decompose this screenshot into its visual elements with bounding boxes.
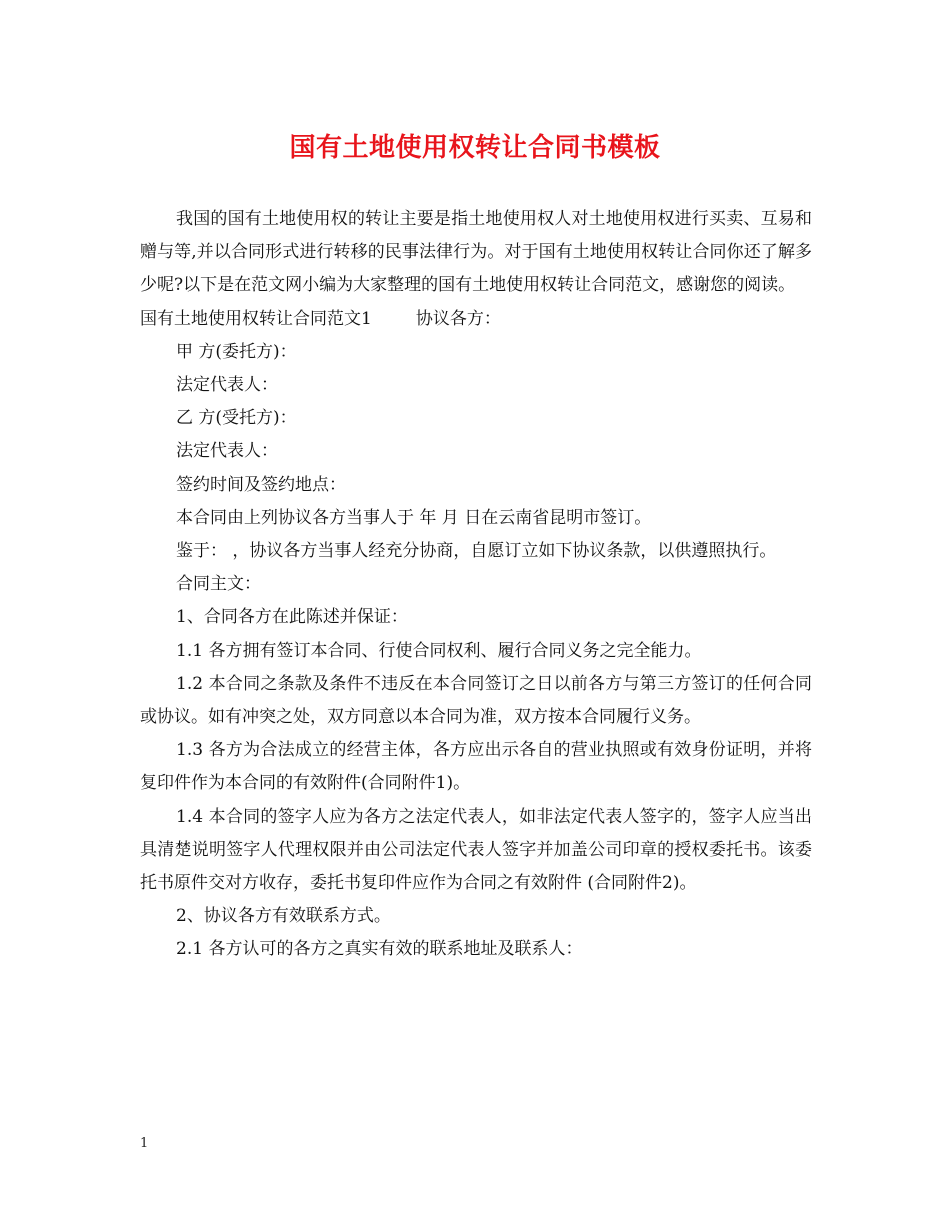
party-b-representative-line: 法定代表人：	[176, 441, 278, 462]
page-number: 1	[140, 1136, 149, 1151]
clause-2-1-paragraph: 2.1 各方认可的各方之真实有效的联系地址及联系人：	[176, 939, 583, 960]
party-b-line: 乙 方(受托方)：	[176, 408, 297, 429]
party-a-line: 甲 方(委托方)：	[176, 341, 297, 362]
contract-body-heading: 合同主文：	[176, 574, 261, 595]
section-heading-line	[140, 303, 812, 336]
parties-label: 协议各方：	[415, 308, 501, 329]
clause-1-4-paragraph: 1.4 本合同的签字人应为各方之法定代表人，如非法定代表人签字的，签字人应当出具清楚说明签字人代理权限并由公司法定代表人签字并加盖公司印章的授权委托书。该委托书原件交对方收存，委托书复印件应作为合同之有效附件 (合同附件2)。	[140, 806, 812, 894]
section-heading: 国有土地使用权转让合同范文1	[140, 308, 372, 329]
document-body	[140, 203, 812, 967]
clause-1-1-paragraph: 1.1 各方拥有签订本合同、行使合同权利、履行合同义务之完全能力。	[176, 640, 702, 661]
clause-2-heading: 2、协议各方有效联系方式。	[176, 906, 391, 927]
party-a-representative-line: 法定代表人：	[176, 375, 278, 396]
signing-statement-paragraph: 本合同由上列协议各方当事人于 年 月 日在云南省昆明市签订。	[176, 507, 652, 528]
clause-1-2-paragraph: 1.2 本合同之条款及条件不违反在本合同签订之日以前各方与第三方签订的任何合同或协议。如有冲突之处，双方同意以本合同为准，双方按本合同履行义务。	[140, 673, 812, 728]
clause-1-heading: 1、合同各方在此陈述并保证：	[176, 607, 408, 628]
intro-paragraph: 我国的国有土地使用权的转让主要是指土地使用权人对土地使用权进行买卖、互易和赠与等,并以合同形式进行转移的民事法律行为。对于国有土地使用权转让合同你还了解多少呢?以下是在范文网小编为大家整理的国有土地使用权转让合同范文，感谢您的阅读。	[140, 209, 812, 296]
signing-time-place-line: 签约时间及签约地点：	[176, 474, 346, 495]
document-title: 国有土地使用权转让合同书模板	[289, 133, 661, 163]
whereas-paragraph: 鉴于： ，协议各方当事人经充分协商，自愿订立如下协议条款，以供遵照执行。	[176, 541, 777, 562]
clause-1-3-paragraph: 1.3 各方为合法成立的经营主体，各方应出示各自的营业执照或有效身份证明，并将复印件作为本合同的有效附件(合同附件1)。	[140, 740, 812, 794]
